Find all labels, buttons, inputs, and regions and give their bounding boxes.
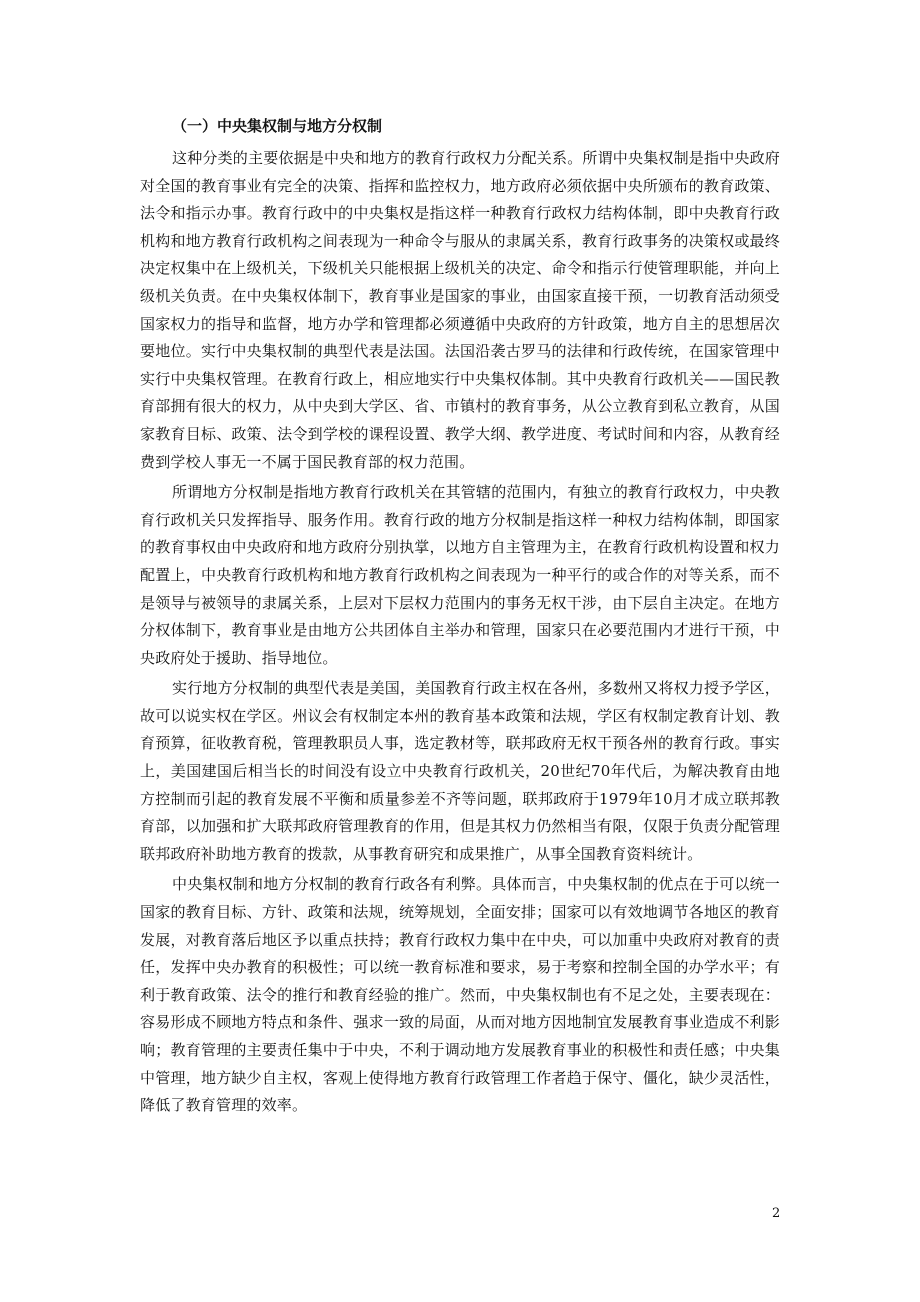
section-heading: （一）中央集权制与地方分权制	[172, 117, 383, 135]
paragraph-local-system: 所谓地方分权制是指地方教育行政机关在其管辖的范围内，有独立的教育行政权力，中央教育行政机关只发挥指导、服务作用。教育行政的地方分权制是指这样一种权力结构体制，即国家的教育事权由中央政府和地方政府分别执掌，以地方自主管理为主，在教育行政机构设置和权力配置上，中央教育行政机构和地方教育行政机构之间表现为一种平行的或合作的对等关系，而不是领导与被领导的隶属关系，上层对下层权力范围内的事务无权干涉，由下层自主决定。在地方分权体制下，教育事业是由地方公共团体自主举办和管理，国家只在必要范围内才进行干预，中央政府处于援助、指导地位。	[140, 483, 781, 667]
paragraph-us-example: 实行地方分权制的典型代表是美国，美国教育行政主权在各州，多数州又将权力授予学区，故可以说实权在学区。州议会有权制定本州的教育基本政策和法规，学区有权制定教育计划、教育预算，征收教育税，管理教职员人事，选定教材等，联邦政府无权干预各州的教育行政。事实上，美国建国后相当长的时间没有设立中央教育行政机关，20世纪70年代后，为解决教育由地方控制而引起的教育发展不平衡和质量参差不齐等问题，联邦政府于1979年10月才成立联邦教育部，以加强和扩大联邦政府管理教育的作用，但是其权力仍然相当有限，仅限于负责分配管理联邦政府补助地方教育的拨款，从事教育研究和成果推广，从事全国教育资料统计。	[140, 679, 781, 863]
paragraph-central-system: 这种分类的主要依据是中央和地方的教育行政权力分配关系。所谓中央集权制是指中央政府对全国的教育事业有完全的决策、指挥和监控权力，地方政府必须依据中央所颁布的教育政策、法令和指示办事。教育行政中的中央集权是指这样一种教育行政权力结构体制，即中央教育行政机构和地方教育行政机构之间表现为一种命令与服从的隶属关系，教育行政事务的决策权或最终决定权集中在上级机关，下级机关只能根据上级机关的决定、命令和指示行使管理职能，并向上级机关负责。在中央集权体制下，教育事业是国家的事业，由国家直接干预，一切教育活动须受国家权力的指导和监督，地方办学和管理都必须遵循中央政府的方针政策，地方自主的思想居次要地位。实行中央集权制的典型代表是法国。法国沿袭古罗马的法律和行政传统，在国家管理中实行中央集权管理。在教育行政上，相应地实行中央集权体制。其中央教育行政机关——国民教育部拥有很大的权力，从中央到大学区、省、市镇村的教育事务，从公立教育到私立教育，从国家教育目标、政策、法令到学校的课程设置、教学大纲、教学进度、考试时间和内容，从教育经费到学校人事无一不属于国民教育部的权力范围。	[140, 149, 781, 471]
page-number: 2	[772, 1206, 781, 1221]
document-body	[140, 112, 780, 1120]
paragraph-pros-cons: 中央集权制和地方分权制的教育行政各有利弊。具体而言，中央集权制的优点在于可以统一国家的教育目标、方针、政策和法规，统筹规划，全面安排；国家可以有效地调节各地区的教育发展，对教育落后地区予以重点扶持；教育行政权力集中在中央，可以加重中央政府对教育的责任，发挥中央办教育的积极性；可以统一教育标准和要求，易于考察和控制全国的办学水平；有利于教育政策、法令的推行和教育经验的推广。然而，中央集权制也有不足之处，主要表现在：容易形成不顾地方特点和条件、强求一致的局面，从而对地方因地制宜发展教育事业造成不利影响；教育管理的主要责任集中于中央，不利于调动地方发展教育事业的积极性和责任感；中央集中管理，地方缺少自主权，客观上使得地方教育行政管理工作者趋于保守、僵化，缺少灵活性，降低了教育管理的效率。	[140, 875, 781, 1115]
